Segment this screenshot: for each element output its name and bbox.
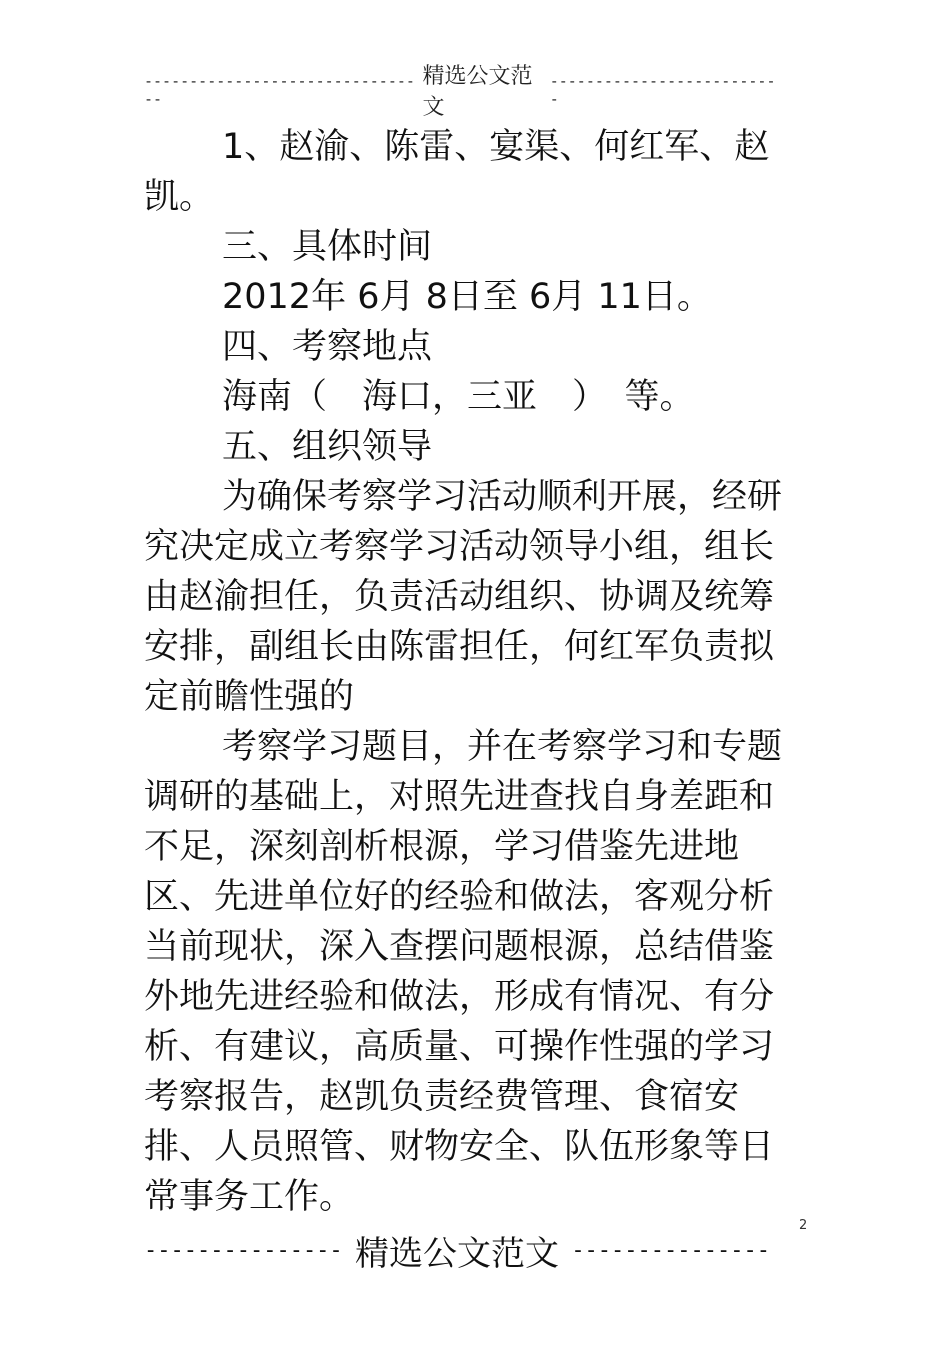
paragraph-members: 1、赵渝、陈雷、宴渠、何红军、赵凯。 — [144, 127, 770, 217]
page-number: 2 — [799, 1218, 808, 1233]
paragraph-study-topics: 考察学习题目，并在考察学习和专题调研的基础上，对照先进查找自身差距和不足，深刻剖析根源，学习借鉴先进地区、先进单位好的经验和做法，客观分析当前现状，深入查摆问题根源，总结借鉴外地先进经验和做法，形成有情况、有分析、有建议，高质量、可操作性强的学习考察报告，赵凯负责经费管理、食宿安排、人员照管、财物安全、队伍形象等日常事务工作。 — [144, 727, 783, 1217]
footer-title: 精选公文范文 — [355, 1233, 559, 1274]
section-heading-location: 四、考察地点 — [222, 327, 433, 367]
header-right-rule: -------------------------- — [549, 72, 776, 108]
section-heading-time: 三、具体时间 — [222, 227, 433, 267]
paragraph-leadership-group: 为确保考察学习活动顺利开展，经研究决定成立考察学习活动领导小组，组长由赵渝担任，负责活动组织、协调及统筹安排，副组长由陈雷担任，何红军负责拟定前瞻性强的 — [144, 477, 783, 717]
page-footer — [144, 1226, 770, 1274]
paragraph-dates: 2012年 6月 8日至 6月 11日。 — [222, 277, 712, 317]
footer-right-rule: --------------- — [571, 1237, 770, 1263]
header-left-rule: -------------------------------- — [144, 72, 415, 108]
paragraph-location: 海南（ 海口，三亚 ） 等。 — [222, 377, 695, 417]
document-body — [144, 122, 784, 1222]
header-title: 精选公文范文 — [422, 64, 533, 120]
section-heading-leadership: 五、组织领导 — [222, 427, 433, 467]
footer-left-rule: --------------- — [144, 1237, 343, 1263]
page-header — [144, 64, 776, 120]
